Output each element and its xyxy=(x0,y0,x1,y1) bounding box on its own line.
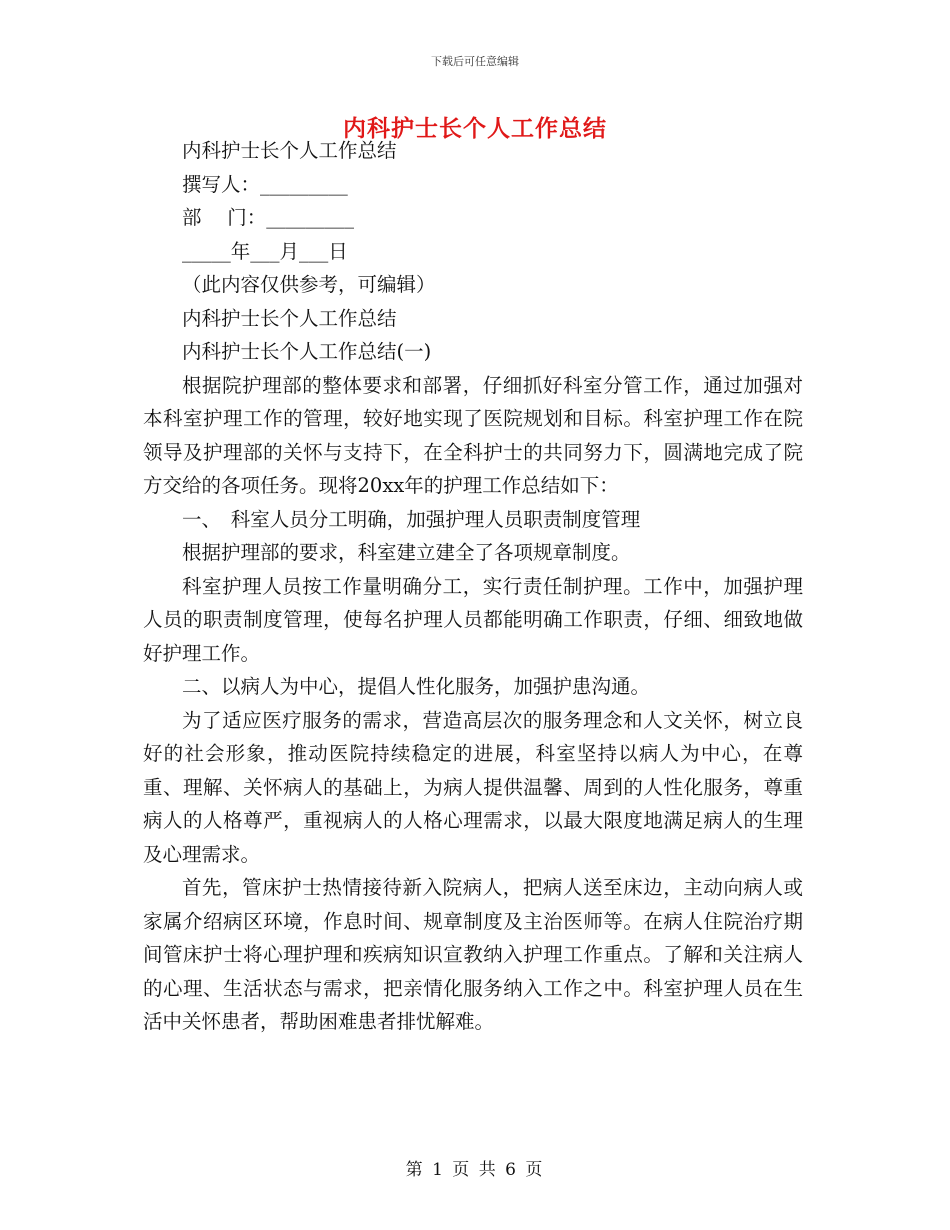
title-repeat-line: 内科护士长个人工作总结 xyxy=(182,306,397,330)
date-line: _____年___月___日 xyxy=(182,239,348,263)
paragraph: 根据护理部的要求，科室建立建全了各项规章制度。 xyxy=(182,541,631,564)
paragraph: 科室护理人员按工作量明确分工，实行责任制护理。工作中，加强护理人员的职责制度管理，使每名护理人员都能明确工作职责，仔细、细致地做好护理工作。 xyxy=(143,574,803,665)
document-body xyxy=(143,134,803,1039)
paragraph: 为了适应医疗服务的需求，营造高层次的服务理念和人文关怀，树立良好的社会形象，推动医院持续稳定的进展，科室坚持以病人为中心，在尊重、理解、关怀病人的基础上，为病人提供温馨、周到的人性化服务，尊重病人的人格尊严，重视病人的人格心理需求，以最大限度地满足病人的生理及心理需求。 xyxy=(143,708,803,866)
department-line: 部 门：_________ xyxy=(182,206,354,229)
heading-section-2: 二、以病人为中心，提倡人性化服务，加强护患沟通。 xyxy=(182,675,651,698)
subtitle-line: 内科护士长个人工作总结 xyxy=(182,139,397,162)
note-line: （此内容仅供参考，可编辑） xyxy=(182,273,436,296)
author-line: 撰写人：_________ xyxy=(182,172,348,196)
paragraph-intro: 根据院护理部的整体要求和部署，仔细抓好科室分管工作，通过加强对本科室护理工作的管理，较好地实现了医院规划和目标。科室护理工作在院领导及护理部的关怀与支持下，在全科护士的共同努力下，圆满地完成了院方交给的各项任务。现将20xx年的护理工作总结如下： xyxy=(143,373,803,497)
section-title-line: 内科护士长个人工作总结(一) xyxy=(182,340,432,363)
paragraph: 首先，管床护士热情接待新入院病人，把病人送至床边，主动向病人或家属介绍病区环境，作息时间、规章制度及主治医师等。在病人住院治疗期间管床护士将心理护理和疾病知识宣教纳入护理工作重点。了解和关注病人的心理、生活状态与需求，把亲情化服务纳入工作之中。科室护理人员在生活中关怀患者，帮助困难患者排忧解难。 xyxy=(143,876,803,1033)
page-number-footer: 第 1 页 共 6 页 xyxy=(405,1160,545,1180)
document-title: 内科护士长个人工作总结 xyxy=(343,115,607,142)
heading-section-1: 一、 科室人员分工明确，加强护理人员职责制度管理 xyxy=(182,507,641,531)
page-header-note: 下载后可任意编辑 xyxy=(431,55,519,68)
